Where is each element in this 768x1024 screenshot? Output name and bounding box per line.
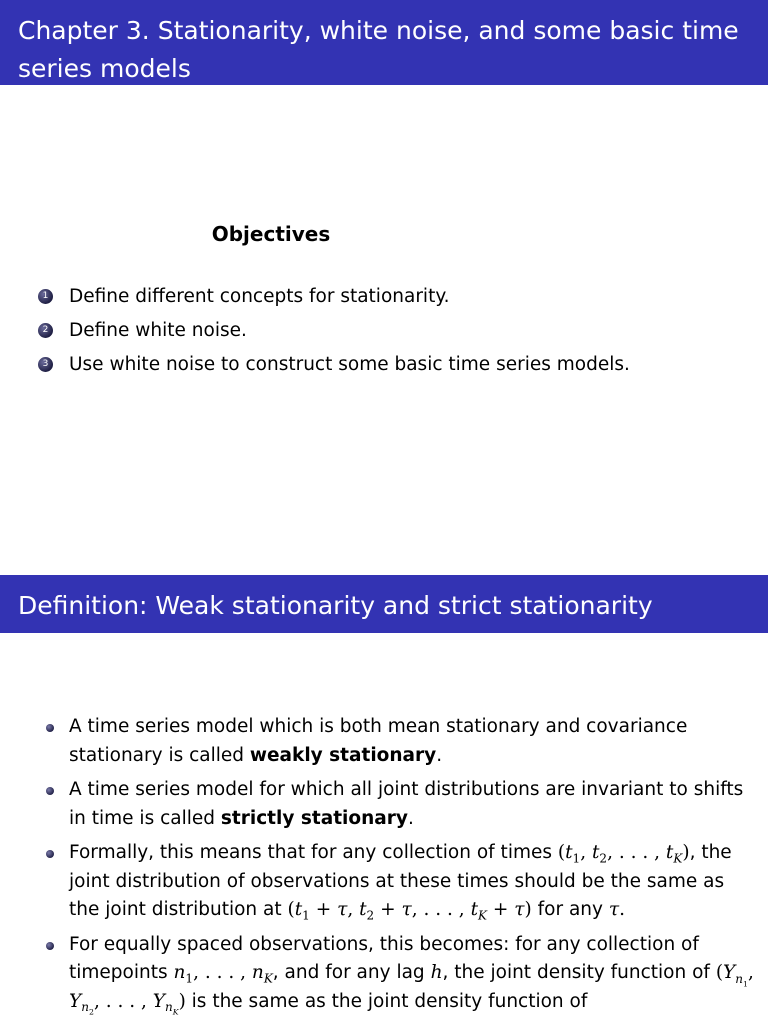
list-item <box>44 839 756 925</box>
bullet-text: . <box>436 744 443 766</box>
objective-text: Define white noise. <box>69 319 247 341</box>
objectives-list <box>38 279 630 381</box>
bullet-text: , the joint distribution of observations at these times should be the same as the joint distribution at <box>69 842 732 920</box>
list-item <box>38 347 630 381</box>
bullet-text: is the same as the joint density function of <box>185 990 588 1012</box>
bold-term: weakly stationary <box>249 744 437 766</box>
bullet-text: A time series model for which all joint distributions are invariant to shifts in time is called <box>69 779 744 829</box>
enum-number-icon: 2 <box>38 323 53 338</box>
bullet-text: A time series model which is both mean stationary and covariance stationary is called <box>69 716 688 766</box>
slide-title: Chapter 3. Stationarity, white noise, and some basic time series models <box>0 0 768 85</box>
objective-text: Define different concepts for stationarity. <box>69 285 450 307</box>
enum-number-icon: 1 <box>38 289 53 304</box>
list-item <box>44 776 756 833</box>
list-item <box>38 279 630 313</box>
math-tau: τ. <box>608 899 625 920</box>
math-y-vector: ($Y_{n_1}$, $Y_{n_2}$, . . . , $Y_{n_K}$) <box>69 962 754 1017</box>
bullet-text: for any <box>531 899 609 920</box>
list-item <box>44 931 756 1017</box>
bullet-text: . <box>407 807 414 829</box>
math-lag: h <box>430 962 443 983</box>
objective-text: Use white noise to construct some basic time series models. <box>69 353 630 375</box>
slide-title: Definition: Weak stationarity and strict stationarity <box>0 575 768 633</box>
list-item <box>44 713 756 770</box>
definition-list <box>44 713 756 1022</box>
bullet-text: , the joint density function of <box>442 962 716 983</box>
objectives-heading: Objectives <box>211 222 331 246</box>
list-item <box>38 313 630 347</box>
enum-number-icon: 3 <box>38 357 53 372</box>
bold-term: strictly stationary <box>220 807 408 829</box>
math-times: ($t_1$, $t_2$, . . . , $t_K$) <box>557 842 690 866</box>
math-timepoints: $n_1$, . . . , $n_K$ <box>173 962 273 986</box>
bullet-text: , and for any lag <box>272 962 431 983</box>
bullet-text: For equally spaced observations, this becomes: for any collection of timepoints <box>69 933 699 983</box>
bullet-text: Formally, this means that for any collection of times <box>69 842 558 863</box>
math-shifted-times: ($t_1 + \tau$, $t_2 + \tau$, . . . , $t_K + \tau$) <box>287 899 532 923</box>
